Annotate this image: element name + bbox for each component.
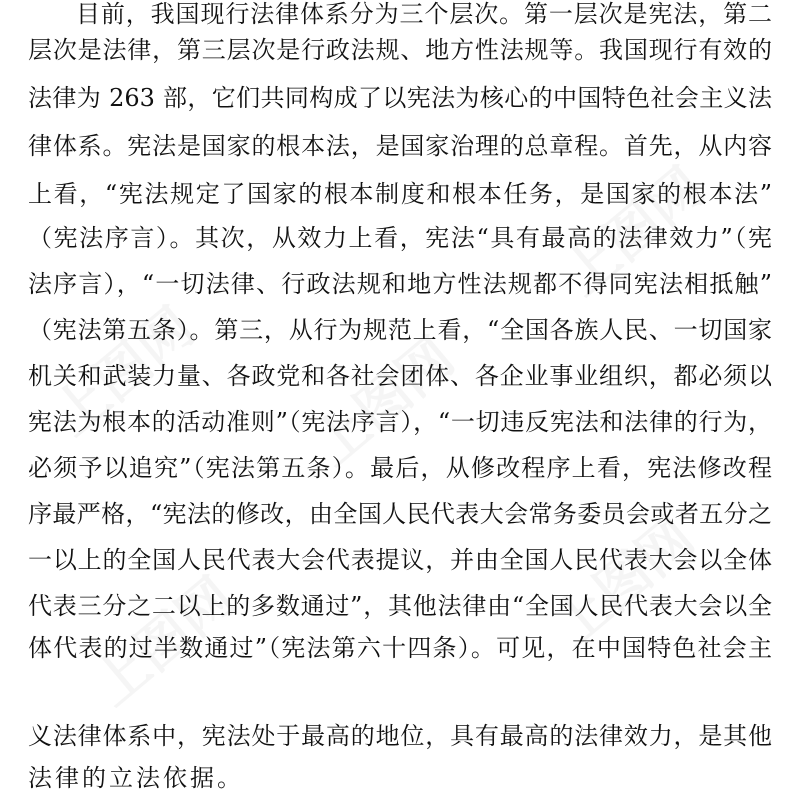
- paragraph-line: 法序言），“一切法律、行政法规和地方性法规都不得同宪法相抵触”: [28, 270, 772, 298]
- paragraph-line: 必须予以追究”（宪法第五条）。最后，从修改程序上看，宪法修改程: [28, 454, 772, 482]
- paragraph-line: 机关和武装力量、各政党和各社会团体、各企业事业组织，都必须以: [28, 362, 772, 390]
- paragraph-line: 体代表的过半数通过”（宪法第六十四条）。可见，在中国特色社会主: [28, 634, 772, 662]
- paragraph-line: 上看，“宪法规定了国家的根本制度和根本任务，是国家的根本法”: [28, 180, 772, 208]
- paragraph-line: 序最严格，“宪法的修改，由全国人民代表大会常务委员会或者五分之: [28, 500, 772, 528]
- paragraph-line: 目前，我国现行法律体系分为三个层次。第一层次是宪法，第二: [76, 0, 772, 28]
- paragraph-line: 层次是法律，第三层次是行政法规、地方性法规等。我国现行有效的: [28, 36, 772, 64]
- paragraph-line: （宪法第五条）。第三，从行为规范上看，“全国各族人民、一切国家: [28, 316, 772, 344]
- paragraph-line: 律体系。宪法是国家的根本法，是国家治理的总章程。首先，从内容: [28, 132, 772, 160]
- paragraph-line: 法律为 263 部，它们共同构成了以宪法为核心的中国特色社会主义法: [28, 84, 772, 112]
- paragraph-line: 代表三分之二以上的多数通过”，其他法律由“全国人民代表大会以全: [28, 592, 772, 620]
- paragraph-line: 法律的立法依据。: [28, 764, 244, 792]
- paragraph-line: 宪法为根本的活动准则”（宪法序言），“一切违反宪法和法律的行为，: [28, 408, 772, 436]
- paragraph-line: 义法律体系中，宪法处于最高的地位，具有最高的法律效力，是其他: [28, 722, 772, 750]
- paragraph-line: （宪法序言）。其次，从效力上看，宪法“具有最高的法律效力”（宪: [28, 224, 772, 252]
- paragraph-line: 一以上的全国人民代表大会代表提议，并由全国人民代表大会以全体: [28, 546, 772, 574]
